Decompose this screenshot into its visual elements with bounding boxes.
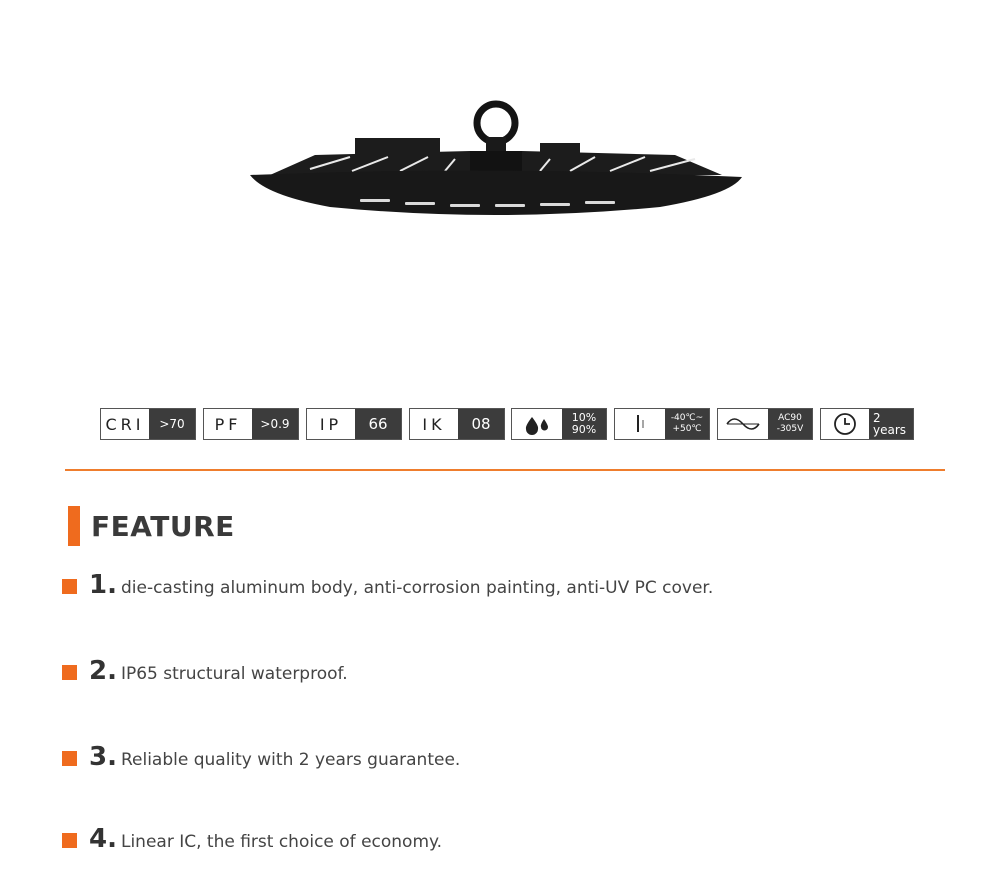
product-image-ufo-high-bay-light [240,95,750,235]
spec-value: 66 [355,409,401,439]
humidity-drops-icon [512,409,562,439]
feature-item-number: 4. [89,824,117,854]
ac-wave-icon [718,409,768,439]
spec-value: 08 [458,409,504,439]
spec-badge-cri [100,408,196,440]
spec-label: IP [319,414,343,434]
feature-item [62,570,713,600]
bullet-square-icon [62,579,77,594]
section-divider [65,469,945,471]
spec-value: AC90 -305V [768,409,812,439]
feature-title: FEATURE [91,510,235,543]
feature-item-number: 1. [89,570,117,600]
spec-label: PF [214,414,242,434]
bullet-square-icon [62,665,77,680]
spec-value: >70 [149,409,195,439]
spec-value: -40℃~ +50℃ [665,409,709,439]
spec-badge-temperature [614,408,710,440]
spec-badge-voltage [717,408,813,440]
spec-badge-warranty [820,408,914,440]
bullet-square-icon [62,833,77,848]
thermometer-icon [615,409,665,439]
feature-item [62,656,348,686]
feature-item-text: IP65 structural waterproof. [120,664,348,684]
spec-badge-pf [203,408,299,440]
bullet-square-icon [62,751,77,766]
feature-item [62,824,442,854]
spec-badges-row [100,408,920,442]
feature-item-text: Reliable quality with 2 years guarantee. [120,750,461,770]
spec-badge-humidity [511,408,607,440]
feature-title-accent-bar [68,506,80,546]
clock-icon [821,409,869,439]
feature-item-number: 2. [89,656,117,686]
spec-badge-ip [306,408,402,440]
feature-item [62,742,460,772]
spec-label: CRI [105,414,145,434]
spec-label: IK [422,414,446,434]
feature-item-text: Linear IC, the first choice of economy. [120,832,443,852]
feature-item-text: die-casting aluminum body, anti-corrosion painting, anti-UV PC cover. [120,578,714,598]
spec-value: >0.9 [252,409,298,439]
spec-value: 10% 90% [562,409,606,439]
spec-badge-ik [409,408,505,440]
feature-item-number: 3. [89,742,117,772]
spec-value: 2 years [869,409,913,439]
